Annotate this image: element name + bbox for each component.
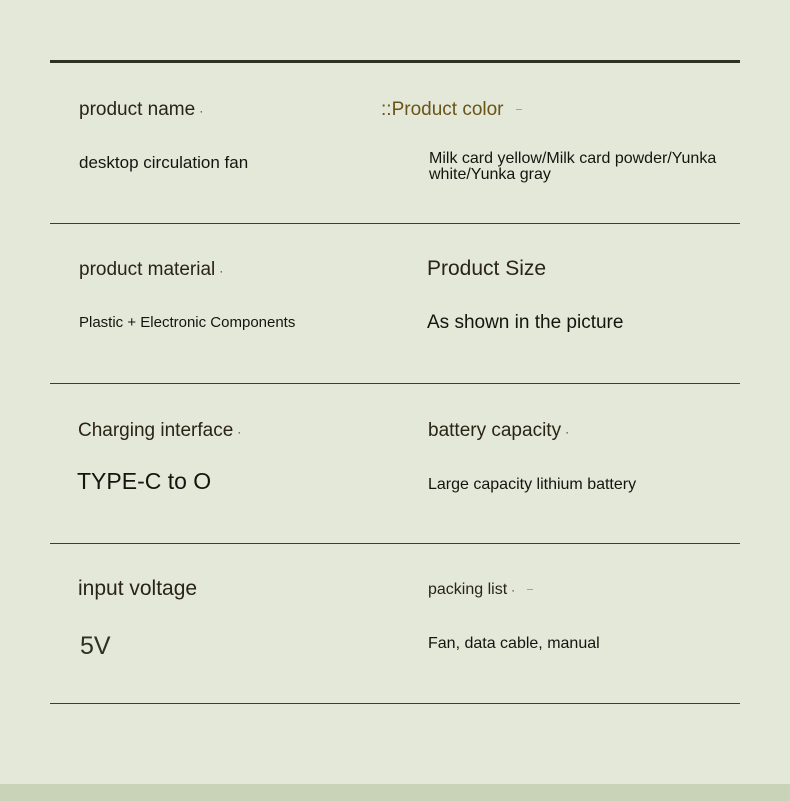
product-name-value: desktop circulation fan bbox=[79, 153, 249, 172]
packing-list-value: Fan, data cable, manual bbox=[428, 635, 600, 652]
separator-dot: · bbox=[565, 425, 570, 439]
row-divider bbox=[50, 383, 740, 384]
product-color-value: Milk card yellow/Milk card powder/Yunka white/Yunka gray bbox=[429, 150, 717, 183]
product-color-prefix: :: bbox=[381, 99, 392, 120]
packing-list-label-text: packing list bbox=[428, 581, 508, 598]
product-color-label-text: Product color bbox=[391, 99, 504, 120]
product-material-value: Plastic + Electronic Components bbox=[79, 314, 296, 331]
product-name-label bbox=[79, 100, 203, 119]
row-divider bbox=[50, 543, 740, 544]
charging-interface-label bbox=[78, 421, 241, 440]
product-name-label-text: product name bbox=[79, 99, 196, 120]
product-material-label-text: product material bbox=[79, 259, 216, 280]
battery-capacity-label bbox=[428, 421, 569, 440]
row-divider bbox=[50, 703, 740, 704]
row-divider bbox=[50, 223, 740, 224]
product-color-label bbox=[381, 100, 522, 119]
battery-capacity-label-text: battery capacity bbox=[428, 420, 562, 441]
product-size-value: As shown in the picture bbox=[427, 312, 624, 333]
accent-dash-icon bbox=[527, 589, 533, 590]
charging-interface-label-text: Charging interface bbox=[78, 420, 234, 441]
separator-dot: · bbox=[219, 264, 224, 278]
separator-dot: · bbox=[511, 583, 516, 597]
separator-dot: · bbox=[237, 425, 242, 439]
charging-interface-value: TYPE-C to O bbox=[77, 468, 212, 494]
top-divider bbox=[50, 60, 740, 63]
product-size-label: Product Size bbox=[427, 257, 547, 280]
packing-list-label bbox=[428, 582, 533, 598]
accent-dash-icon bbox=[516, 109, 522, 110]
input-voltage-label: input voltage bbox=[78, 577, 198, 600]
separator-dot: · bbox=[199, 104, 204, 118]
battery-capacity-value: Large capacity lithium battery bbox=[428, 476, 637, 493]
input-voltage-value: 5V bbox=[80, 632, 111, 660]
footer-band bbox=[0, 784, 790, 801]
product-material-label bbox=[79, 260, 223, 279]
